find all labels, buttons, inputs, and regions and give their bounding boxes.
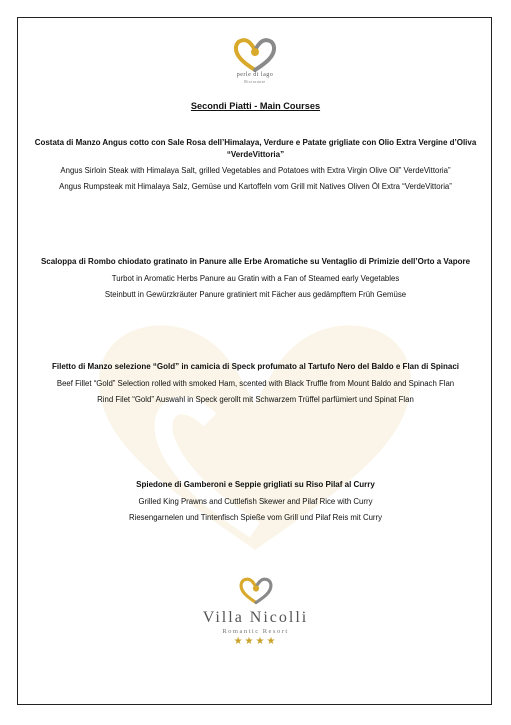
brand-name: perle di lago xyxy=(236,72,274,78)
dish-english: Grilled King Prawns and Cuttlefish Skewer and Pilaf Rice with Curry xyxy=(138,496,373,506)
dish-german: Riesengarnelen und Tintenfisch Spieße vom Grill und Pilaf Reis mit Curry xyxy=(128,512,383,522)
heart-logo-icon xyxy=(238,575,274,605)
restaurant-logo xyxy=(218,36,292,96)
resort-subtitle: Romantic Resort xyxy=(222,628,289,635)
dish-english: Turbot in Aromatic Herbs Panure au Gratin with a Fan of Steamed early Vegetables xyxy=(111,273,400,283)
dish-english: Beef Fillet “Gold” Selection rolled with smoked Ham, scented with Black Truffle from Mount Baldo and Spinach Flan xyxy=(56,378,455,388)
dish-4 xyxy=(32,479,479,528)
dish-german: Rind Filet “Gold” Auswahl in Speck gerollt mit Schwarzem Trüffel parfümiert und Spinat Flan xyxy=(97,394,414,404)
dish-english: Angus Sirloin Steak with Himalaya Salt, grilled Vegetables and Potatoes with Extra Virgin Olive Oil” VerdeVittoria” xyxy=(60,166,451,175)
dish-italian: Scaloppa di Rombo chiodato gratinato in Panure alle Erbe Aromatiche su Ventaglio di Primizie dell’Orto a Vapore xyxy=(40,257,471,266)
brand-subtitle: Ristorante xyxy=(244,79,266,84)
resort-logo xyxy=(0,575,511,648)
dish-3 xyxy=(32,361,479,410)
dish-italian: Spiedone di Gamberoni e Seppie grigliati su Riso Pilaf al Curry xyxy=(136,480,375,489)
dish-1 xyxy=(32,137,479,197)
dish-italian: Costata di Manzo Angus cotto con Sale Rosa dell’Himalaya, Verdure e Patate grigliate con Olio Extra Vergine d’Oliva “VerdeVittoria” xyxy=(34,138,477,159)
section-title: Secondi Piatti - Main Courses xyxy=(190,101,321,111)
resort-name: Villa Nicolli xyxy=(202,609,309,626)
heart-logo-icon xyxy=(232,36,278,72)
dish-2 xyxy=(32,256,479,305)
dish-german: Steinbutt in Gewürzkräuter Panure gratiniert mit Fächer aus gedämpftem Früh Gemüse xyxy=(104,289,407,299)
dish-italian: Filetto di Manzo selezione “Gold” in camicia di Speck profumato al Tartufo Nero del Baldo e Flan di Spinaci xyxy=(51,362,460,371)
dish-german: Angus Rumpsteak mit Himalaya Salz, Gemüse und Kartoffeln vom Grill mit Natives Oliven Öl Extra “VerdeVittoria” xyxy=(59,182,452,191)
rating-stars: ★★★★ xyxy=(233,636,278,647)
